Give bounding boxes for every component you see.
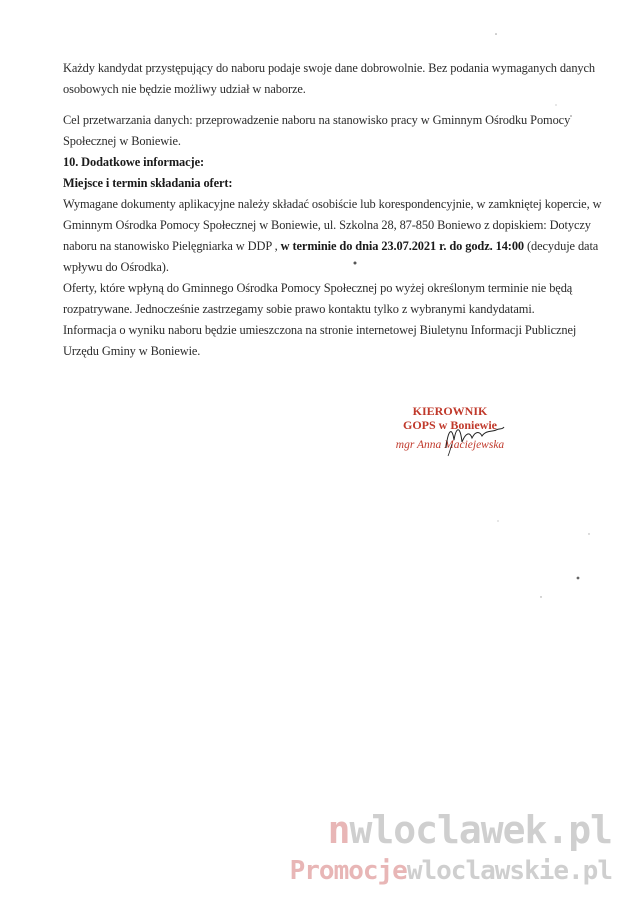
watermark-promocje <box>290 856 612 886</box>
section-heading: 10. Dodatkowe informacje: <box>63 155 204 169</box>
text-line: Oferty, które wpłyną do Gminnego Ośrodka Pomocy Społecznej po wyżej określonym terminie nie będą <box>63 281 573 295</box>
text-line: Urzędu Gminy w Boniewie. <box>63 344 201 358</box>
text-line: Społecznej w Boniewie. <box>63 134 181 148</box>
deadline-before: naboru na stanowisko Pielęgniarka w DDP , <box>63 239 281 253</box>
watermark-rest: wloclawskie.pl <box>406 856 612 886</box>
stamp-title: KIEROWNIK <box>412 404 488 418</box>
text-line: Gminnym Ośrodka Pomocy Społecznej w Boniewie, ul. Szkolna 28, 87-850 Boniewo z dopiskiem: Dotyczy <box>63 218 591 232</box>
text-line: Wymagane dokumenty aplikacyjne należy składać osobiście lub korespondencyjnie, w zamkniętej kopercie, w <box>63 197 602 211</box>
watermark-rest: wloclawek.pl <box>349 808 612 852</box>
text-line: wpływu do Ośrodka). <box>63 260 169 274</box>
subheading: Miejsce i termin składania ofert: <box>63 176 233 190</box>
stamp-name: mgr Anna Maciejewska <box>395 439 505 451</box>
deadline-date: w terminie do dnia 23.07.2021 r. do godz. 14:00 <box>280 239 525 253</box>
watermark-nwloclawek <box>328 808 612 852</box>
text-line: osobowych nie będzie możliwy udział w naborze. <box>63 82 306 96</box>
text-line: Każdy kandydat przystępujący do naboru podaje swoje dane dobrowolnie. Bez podania wymaganych danych <box>63 61 596 75</box>
text-line: Informacja o wyniku naboru będzie umieszczona na stronie internetowej Biuletynu Informacji Publicznej <box>63 323 577 337</box>
watermark-accent: Promocje <box>289 856 407 886</box>
watermark-accent: n <box>327 808 350 852</box>
text-line: Cel przetwarzania danych: przeprowadzenie naboru na stanowisko pracy w Gminnym Ośrodku Pomocy <box>63 113 571 127</box>
deadline-after: (decyduje data <box>524 239 599 253</box>
stamp-subtitle: GOPS w Boniewie <box>402 418 497 432</box>
text-line: rozpatrywane. Jednocześnie zastrzegamy sobie prawo kontaktu tylko z wybranymi kandydatami. <box>63 302 535 316</box>
